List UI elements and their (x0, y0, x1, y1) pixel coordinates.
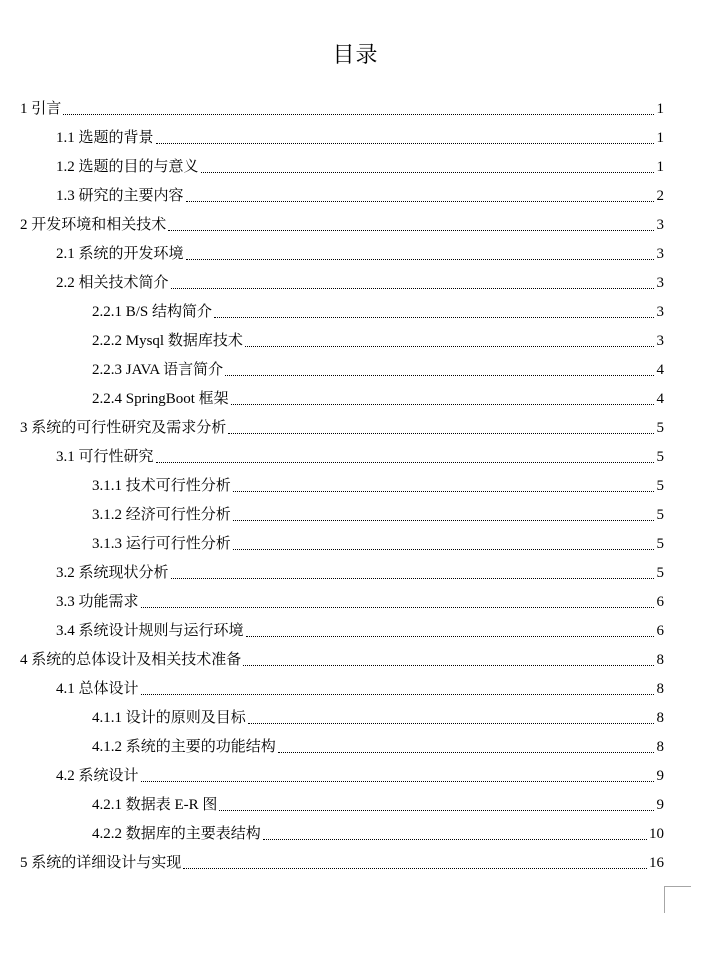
toc-entry-text: 2.2.1 B/S 结构简介 (92, 304, 213, 320)
toc-entry-text: 2.2.3 JAVA 语言简介 (92, 362, 224, 378)
toc-entry-page-number: 3 (656, 246, 664, 262)
toc-entry-page-number: 9 (656, 797, 664, 813)
toc-entry[interactable] (20, 646, 664, 675)
toc-entry-page-number: 4 (656, 362, 664, 378)
toc-dot-leader (141, 606, 654, 608)
toc-entry-text: 3.3 功能需求 (56, 594, 139, 610)
toc-entry-text: 1.2 选题的目的与意义 (56, 159, 199, 175)
toc-entry-page-number: 1 (656, 101, 664, 117)
toc-entry-text: 5 系统的详细设计与实现 (20, 855, 182, 871)
toc-entry-text: 4.1.2 系统的主要的功能结构 (92, 739, 276, 755)
toc-entry[interactable] (20, 269, 664, 298)
toc-entry[interactable] (20, 240, 664, 269)
toc-entry-page-number: 3 (656, 275, 664, 291)
toc-entry-text: 3 系统的可行性研究及需求分析 (20, 420, 227, 436)
toc-dot-leader (233, 519, 654, 521)
toc-entry-page-number: 3 (656, 304, 664, 320)
toc-dot-leader (233, 490, 654, 492)
toc-entry[interactable] (20, 675, 664, 704)
toc-dot-leader (168, 229, 654, 231)
toc-dot-leader (231, 403, 654, 405)
toc-entry[interactable] (20, 298, 664, 327)
toc-entry[interactable] (20, 820, 664, 849)
toc-entry[interactable] (20, 472, 664, 501)
toc-entry-page-number: 8 (656, 681, 664, 697)
toc-dot-leader (263, 838, 647, 840)
toc-entry-text: 2.1 系统的开发环境 (56, 246, 184, 262)
toc-entry-text: 4 系统的总体设计及相关技术准备 (20, 652, 242, 668)
toc-entry-page-number: 3 (656, 217, 664, 233)
toc-entry[interactable] (20, 559, 664, 588)
toc-entry[interactable] (20, 356, 664, 385)
toc-entry-text: 3.4 系统设计规则与运行环境 (56, 623, 244, 639)
toc-entry-text: 1.3 研究的主要内容 (56, 188, 184, 204)
toc-entry-text: 4.2.1 数据表 E-R 图 (92, 797, 218, 813)
toc-entry-page-number: 8 (656, 652, 664, 668)
toc-dot-leader (141, 693, 654, 695)
toc-entry[interactable] (20, 588, 664, 617)
toc-entry[interactable] (20, 153, 664, 182)
toc-entry-text: 2 开发环境和相关技术 (20, 217, 167, 233)
toc-entry-text: 2.2.4 SpringBoot 框架 (92, 391, 229, 407)
toc-entry-text: 4.1.1 设计的原则及目标 (92, 710, 246, 726)
toc-entry-page-number: 1 (656, 159, 664, 175)
toc-dot-leader (186, 258, 654, 260)
toc-entry-page-number: 4 (656, 391, 664, 407)
toc-entry[interactable] (20, 124, 664, 153)
toc-list (20, 95, 664, 878)
toc-title: 目录 (332, 43, 379, 68)
toc-entry[interactable] (20, 849, 664, 878)
toc-entry[interactable] (20, 733, 664, 762)
toc-entry-page-number: 1 (656, 130, 664, 146)
toc-entry-page-number: 16 (649, 855, 664, 871)
toc-dot-leader (278, 751, 654, 753)
toc-entry[interactable] (20, 385, 664, 414)
toc-entry-page-number: 5 (656, 507, 664, 523)
toc-entry-page-number: 8 (656, 739, 664, 755)
toc-dot-leader (233, 548, 654, 550)
toc-entry-page-number: 3 (656, 333, 664, 349)
toc-dot-leader (171, 287, 654, 289)
toc-dot-leader (219, 809, 654, 811)
toc-entry[interactable] (20, 617, 664, 646)
toc-entry-text: 4.2.2 数据库的主要表结构 (92, 826, 261, 842)
toc-entry-text: 2.2 相关技术简介 (56, 275, 169, 291)
toc-entry-text: 3.1.3 运行可行性分析 (92, 536, 231, 552)
toc-entry-text: 3.1 可行性研究 (56, 449, 154, 465)
toc-entry-page-number: 6 (656, 623, 664, 639)
toc-entry-page-number: 5 (656, 478, 664, 494)
toc-dot-leader (225, 374, 654, 376)
toc-dot-leader (141, 780, 654, 782)
toc-entry-page-number: 6 (656, 594, 664, 610)
toc-entry-text: 3.1.2 经济可行性分析 (92, 507, 231, 523)
toc-dot-leader (248, 722, 654, 724)
toc-entry[interactable] (20, 327, 664, 356)
toc-entry[interactable] (20, 443, 664, 472)
toc-dot-leader (156, 461, 654, 463)
toc-entry-page-number: 9 (656, 768, 664, 784)
toc-entry-page-number: 5 (656, 420, 664, 436)
toc-dot-leader (171, 577, 654, 579)
toc-dot-leader (183, 867, 647, 869)
toc-dot-leader (63, 113, 654, 115)
toc-dot-leader (186, 200, 654, 202)
toc-dot-leader (214, 316, 654, 318)
toc-entry-page-number: 5 (656, 565, 664, 581)
toc-entry[interactable] (20, 704, 664, 733)
toc-dot-leader (201, 171, 654, 173)
toc-entry[interactable] (20, 501, 664, 530)
toc-dot-leader (246, 635, 654, 637)
toc-entry-text: 4.1 总体设计 (56, 681, 139, 697)
toc-entry-text: 3.1.1 技术可行性分析 (92, 478, 231, 494)
toc-entry[interactable] (20, 95, 664, 124)
toc-entry-page-number: 5 (656, 536, 664, 552)
toc-entry-text: 1.1 选题的背景 (56, 130, 154, 146)
toc-entry[interactable] (20, 182, 664, 211)
toc-entry[interactable] (20, 211, 664, 240)
toc-entry-text: 3.2 系统现状分析 (56, 565, 169, 581)
toc-entry-text: 2.2.2 Mysql 数据库技术 (92, 333, 243, 349)
toc-entry-page-number: 2 (656, 188, 664, 204)
toc-entry[interactable] (20, 414, 664, 443)
toc-entry-text: 1 引言 (20, 101, 62, 117)
page-corner-mark (664, 886, 691, 913)
toc-entry-page-number: 8 (656, 710, 664, 726)
toc-entry[interactable] (20, 530, 664, 559)
toc-entry[interactable] (20, 762, 664, 791)
toc-entry[interactable] (20, 791, 664, 820)
toc-dot-leader (228, 432, 654, 434)
toc-entry-page-number: 10 (649, 826, 664, 842)
toc-entry-page-number: 5 (656, 449, 664, 465)
toc-entry-text: 4.2 系统设计 (56, 768, 139, 784)
toc-dot-leader (243, 664, 654, 666)
toc-dot-leader (156, 142, 654, 144)
toc-dot-leader (245, 345, 654, 347)
